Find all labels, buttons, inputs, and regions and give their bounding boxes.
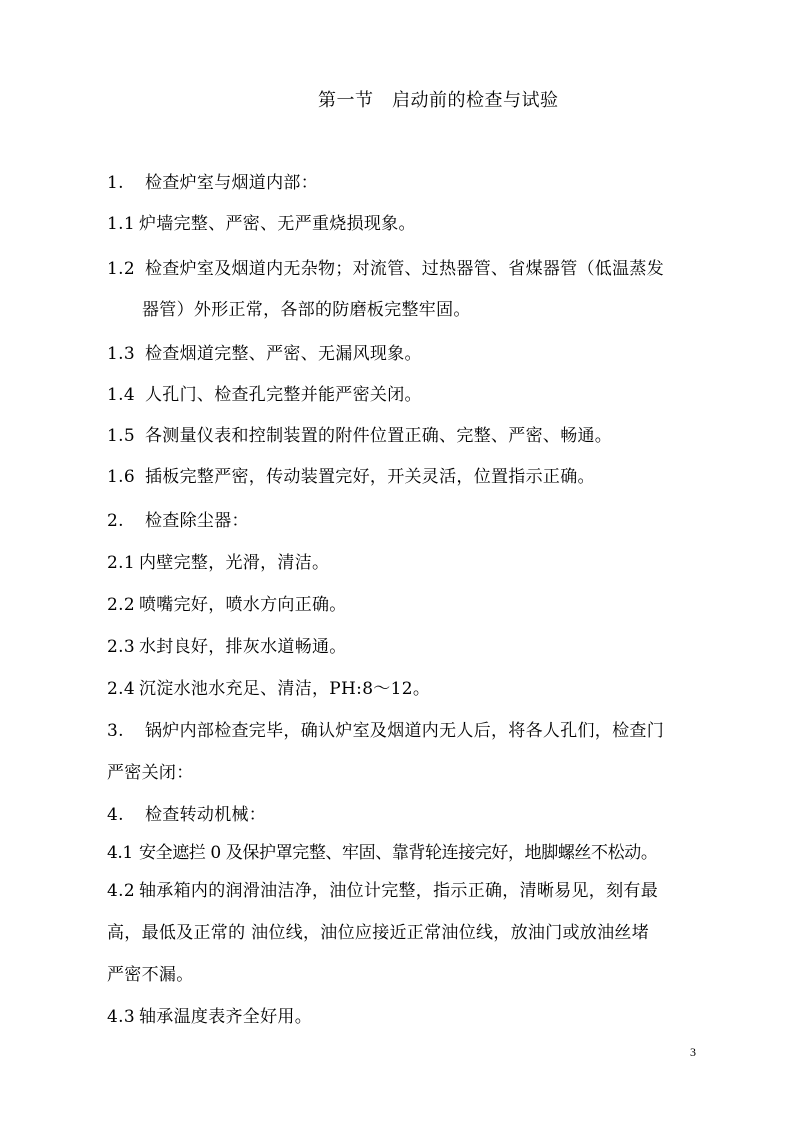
item-text: 检查烟道完整、严密、无漏风现象。 — [145, 344, 422, 364]
list-item-continuation — [107, 960, 194, 985]
list-item — [107, 716, 664, 741]
item-text: 水封良好，排灰水道畅通。 — [139, 637, 347, 657]
list-item — [107, 632, 347, 657]
item-number: 4.1 — [107, 843, 133, 863]
item-number: 1.1 — [107, 214, 135, 234]
item-text: 喷嘴完好，喷水方向正确。 — [139, 595, 347, 615]
list-item — [107, 339, 422, 364]
item-number: 2.2 — [107, 595, 135, 615]
list-item — [107, 674, 430, 699]
item-text: 轴承温度表齐全好用。 — [139, 1007, 312, 1027]
list-item — [107, 506, 249, 531]
item-text: 炉墙完整、严密、无严重烧损现象。 — [139, 214, 416, 234]
list-item — [107, 168, 318, 193]
item-number: 4.2 — [107, 881, 135, 901]
item-text: 严密不漏。 — [107, 965, 194, 985]
item-number: 1.2 — [107, 259, 135, 279]
item-number: 4.3 — [107, 1007, 135, 1027]
item-number: 1.6 — [107, 467, 135, 487]
item-text: 检查除尘器： — [145, 511, 249, 531]
list-item — [107, 380, 422, 405]
item-number: 2.1 — [107, 553, 135, 573]
item-text: 轴承箱内的润滑油洁净，油位计完整，指示正确，清晰易见，刻有最 — [139, 881, 658, 901]
item-number: 2.3 — [107, 637, 135, 657]
list-item — [107, 1002, 312, 1027]
item-number: 1.4 — [107, 385, 135, 405]
item-number: 4. — [107, 805, 124, 825]
item-text: 检查炉室及烟道内无杂物；对流管、过热器管、省煤器管（低温蒸发 — [145, 259, 664, 279]
list-item — [107, 876, 658, 901]
item-number: 1.3 — [107, 344, 135, 364]
item-text: 检查转动机械： — [145, 805, 267, 825]
item-text: 高，最低及正常的 油位线，油位应接近正常油位线，放油门或放油丝堵 — [107, 923, 650, 943]
list-item — [107, 838, 657, 863]
item-number: 1. — [107, 173, 124, 193]
list-item — [107, 548, 329, 573]
item-text: 沉淀水池水充足、清洁，PH:8～12。 — [139, 679, 431, 699]
item-number: 2.4 — [107, 679, 135, 699]
item-text: 锅炉内部检查完毕，确认炉室及烟道内无人后，将各人孔们，检查门 — [145, 721, 664, 741]
item-number: 2. — [107, 511, 124, 531]
list-item-continuation — [142, 295, 471, 320]
list-item — [107, 462, 595, 487]
item-text: 插板完整严密，传动装置完好，开关灵活，位置指示正确。 — [145, 467, 595, 487]
item-text: 安全遮拦 0 及保护罩完整、牢固、靠背轮连接完好，地脚螺丝不松动。 — [139, 843, 658, 863]
item-text: 各测量仪表和控制装置的附件位置正确、完整、严密、畅通。 — [145, 426, 613, 446]
item-text: 人孔门、检查孔完整并能严密关闭。 — [145, 385, 422, 405]
list-item — [107, 254, 664, 279]
item-text: 器管）外形正常，各部的防磨板完整牢固。 — [142, 300, 471, 320]
list-item — [107, 209, 416, 234]
list-item — [107, 800, 266, 825]
list-item-continuation — [107, 918, 649, 943]
list-item-continuation — [107, 758, 194, 783]
item-number: 1.5 — [107, 426, 135, 446]
item-number: 3. — [107, 721, 124, 741]
section-title-text: 第一节 启动前的检查与试验 — [318, 90, 559, 111]
list-item — [107, 590, 347, 615]
list-item — [107, 421, 612, 446]
item-text: 检查炉室与烟道内部： — [145, 173, 318, 193]
item-text: 内壁完整，光滑，清洁。 — [139, 553, 330, 573]
item-text: 严密关闭： — [107, 763, 194, 783]
page-number: 3 — [690, 1045, 696, 1059]
